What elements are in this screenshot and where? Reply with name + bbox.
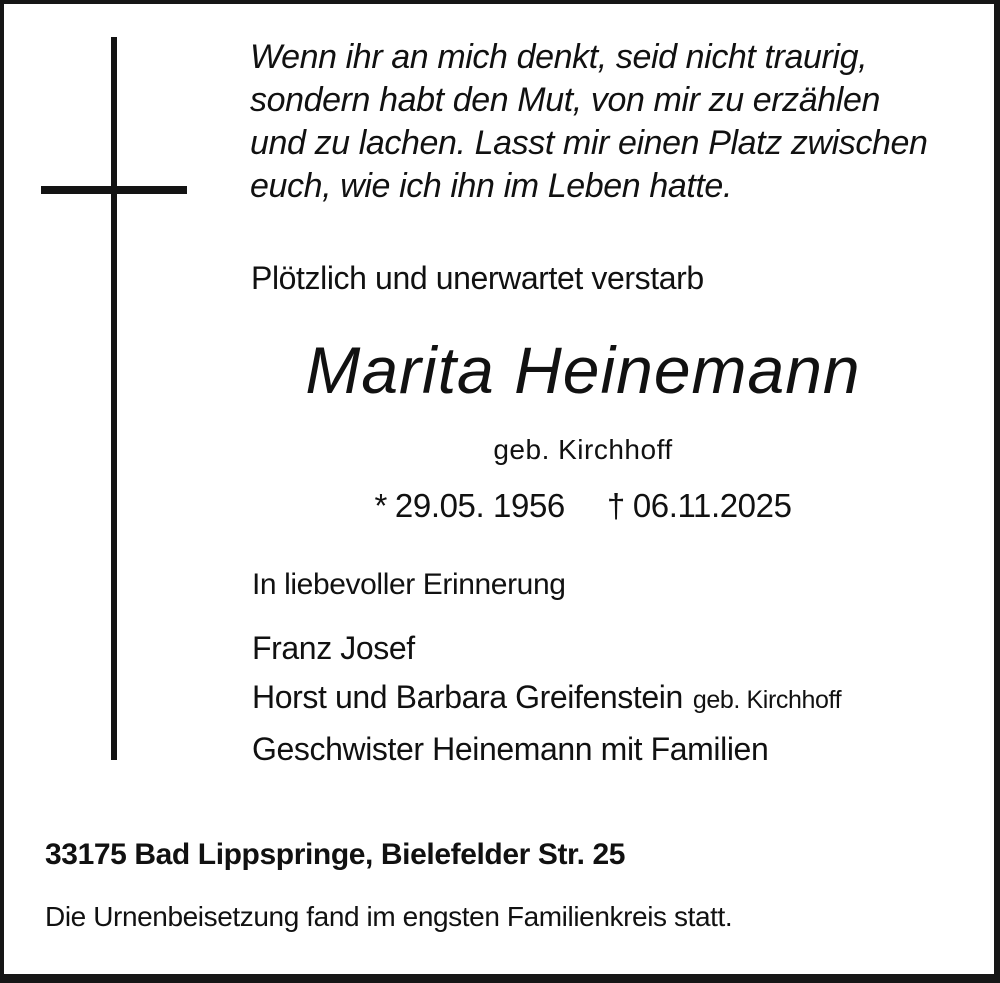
mourner-line xyxy=(252,673,841,725)
cross-vertical-bar xyxy=(111,37,117,760)
death-announcement-line: Plötzlich und unerwartet verstarb xyxy=(251,260,704,296)
cross-horizontal-bar xyxy=(41,186,187,194)
address-line: 33175 Bad Lippspringe, Bielefelder Str. 25 xyxy=(45,838,626,871)
mourner-maiden-name: geb. Kirchhoff xyxy=(692,686,842,714)
birth-date: 29.05. 1956 xyxy=(394,487,565,524)
mourner-name: Franz Josef xyxy=(252,630,415,666)
quote-line: sondern habt den Mut, von mir zu erzählen xyxy=(250,81,880,119)
mourners-list xyxy=(252,624,841,774)
birth-date-group xyxy=(374,487,564,524)
death-cross-symbol: † xyxy=(606,487,625,524)
maiden-name: geb. Kirchhoff xyxy=(493,434,673,465)
closing-line: Die Urnenbeisetzung fand im engsten Familienkreis statt. xyxy=(45,901,733,932)
memorial-line: In liebevoller Erinnerung xyxy=(252,568,566,601)
quote-line: Wenn ihr an mich denkt, seid nicht traurig, xyxy=(250,38,868,76)
mourner-line xyxy=(252,725,841,774)
mourner-name: Horst und Barbara Greifenstein xyxy=(252,679,683,715)
birth-star-symbol: * xyxy=(374,487,387,524)
mourner-name: Geschwister Heinemann mit Familien xyxy=(252,731,769,767)
memorial-quote xyxy=(250,36,927,208)
deceased-name: Marita Heinemann xyxy=(305,333,861,407)
quote-line: und zu lachen. Lasst mir einen Platz zwischen xyxy=(250,124,928,162)
quote-line: euch, wie ich ihn im Leben hatte. xyxy=(250,167,732,205)
death-date: 06.11.2025 xyxy=(632,487,792,524)
death-date-group xyxy=(607,487,792,524)
mourner-line xyxy=(252,624,841,673)
life-dates xyxy=(250,487,916,525)
